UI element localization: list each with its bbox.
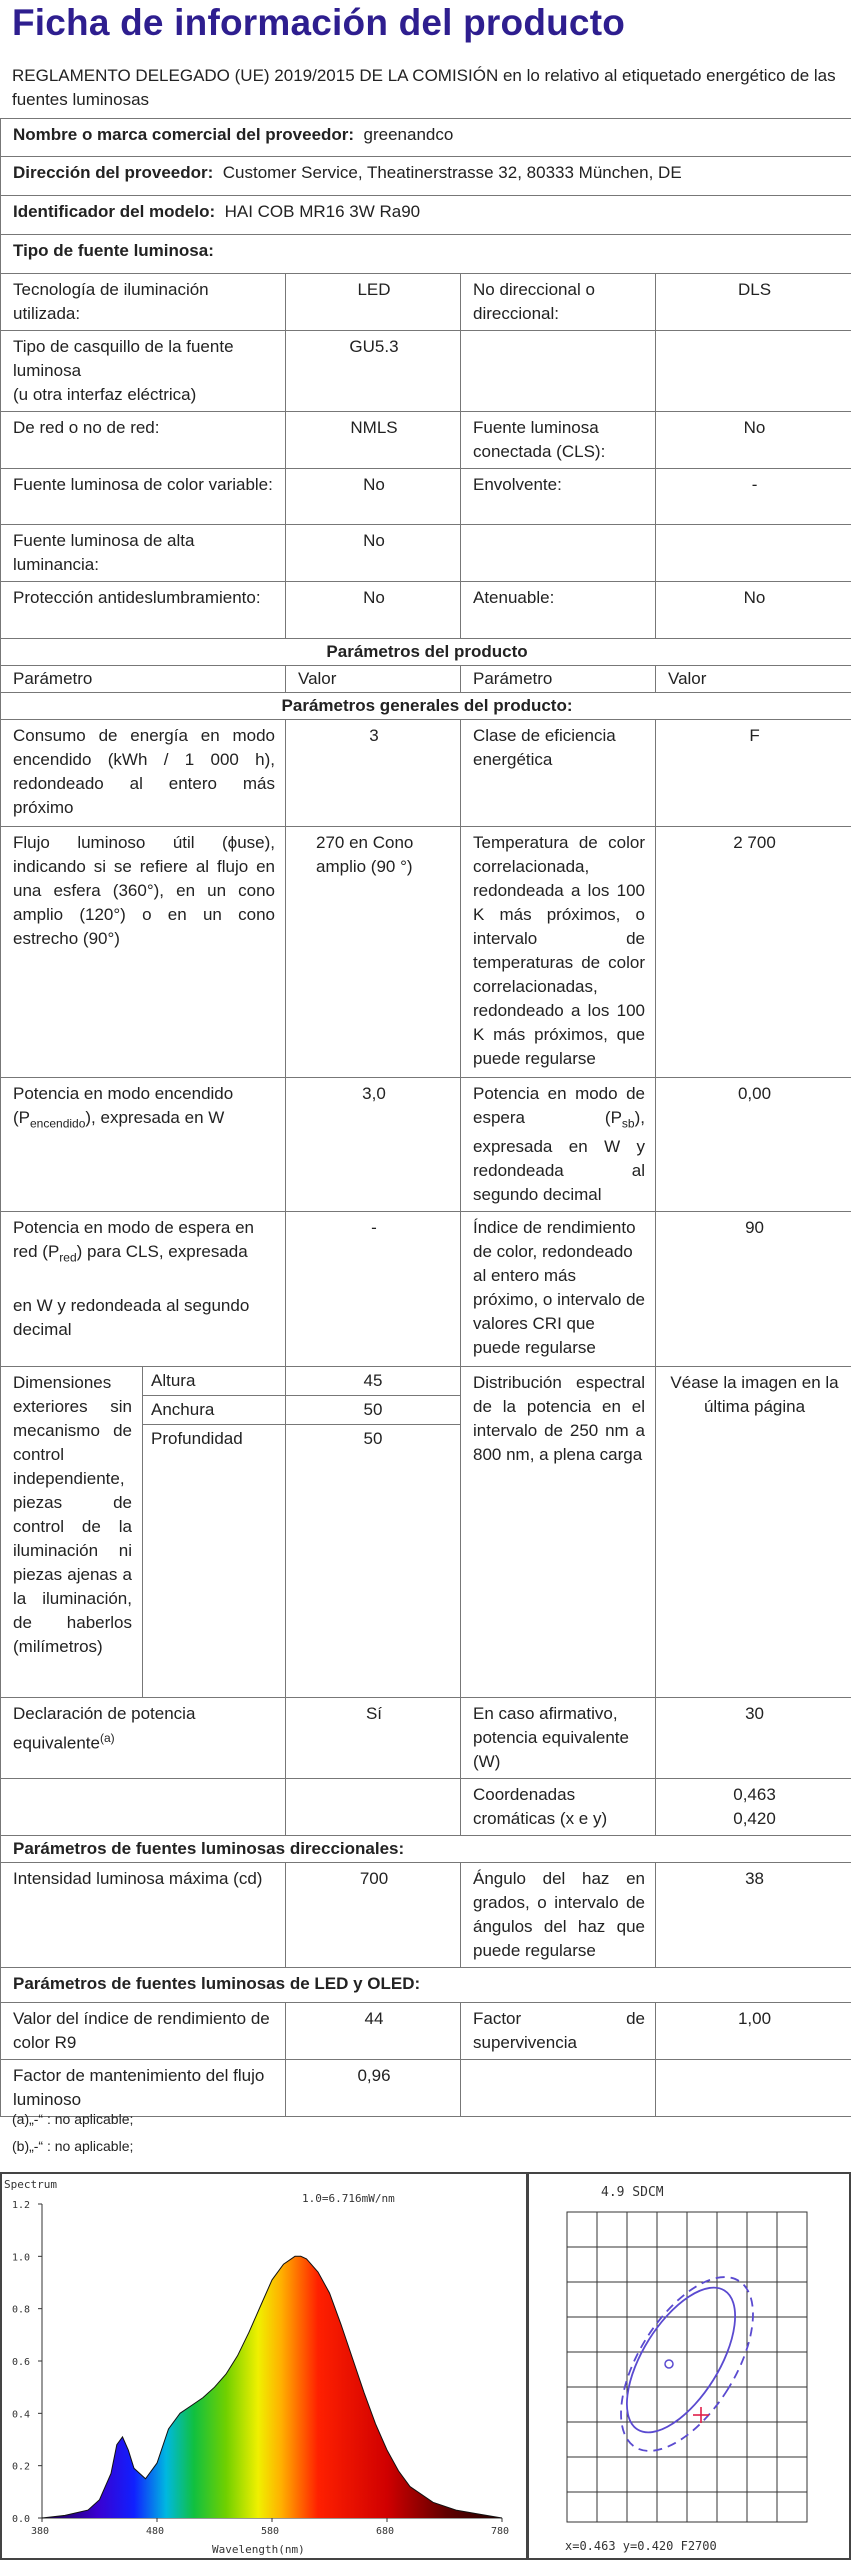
sdcm-readout: x=0.463 y=0.420 F2700 (565, 2539, 717, 2553)
equivalent-label: Declaración de potencia equivalente (13, 1704, 195, 1753)
supplier-value: greenandco (364, 125, 454, 144)
column-header-row (1, 666, 851, 693)
column-value-header: Valor (656, 666, 851, 693)
led-header-row (1, 1968, 851, 2003)
power-on-value: 3,0 (286, 1078, 461, 1212)
equivalent-power-label: En caso afirmativo, potencia equivalente (W) (461, 1698, 656, 1779)
type-value: DLS (656, 274, 851, 331)
footnotes (12, 2106, 133, 2160)
standby-label-end: ), expresada en W y redondeada al segundo decimal (473, 1108, 645, 1204)
address-label: Dirección del proveedor: (13, 163, 213, 182)
luminous-flux-value: 270 en Cono amplio (90 °) (286, 827, 461, 1078)
type-label-note: (u otra interfaz eléctrica) (13, 383, 275, 407)
directional-header: Parámetros de fuentes luminosas direccionales: (1, 1836, 851, 1863)
general-header-row (1, 693, 851, 720)
spectrum-y-tick-label: 0.2 (12, 2462, 30, 2473)
chromaticity-label: Coordenadas cromáticas (x e y) (461, 1779, 656, 1836)
product-info-table (0, 118, 851, 2117)
general-header: Parámetros generales del producto: (1, 693, 851, 720)
energy-consumption-value: 3 (286, 720, 461, 827)
regulation-subtitle: REGLAMENTO DELEGADO (UE) 2019/2015 DE LA COMISIÓN en lo relativo al etiquetado energético de las fuentes luminosas (12, 64, 842, 112)
spectrum-annotation: 1.0=6.716mW/nm (302, 2192, 395, 2205)
survival-factor-value: 1,00 (656, 2003, 851, 2060)
spectrum-title: Spectrum (4, 2178, 57, 2191)
directional-header-row (1, 1836, 851, 1863)
model-row (1, 196, 851, 235)
spectrum-y-tick-label: 0.4 (12, 2409, 30, 2420)
efficiency-class-label: Clase de eficiencia energética (461, 720, 656, 827)
spectrum-panel (0, 2172, 528, 2560)
color-temperature-label: Temperatura de color correlacionada, redondeada a los 100 K más próximos, o intervalo de temperaturas de color correlacionadas, redondeado a los 100 K más próximos, que puede regularse (461, 827, 656, 1078)
type-label: Fuente luminosa de color variable: (1, 469, 286, 525)
sdcm-title: 4.9 SDCM (601, 2185, 664, 2200)
equivalent-value: Sí (286, 1698, 461, 1779)
standby-label: Potencia en modo de espera (P (473, 1084, 645, 1127)
survival-factor-label: Factor de supervivencia (461, 2003, 656, 2060)
spectrum-x-tick-label: 580 (261, 2526, 279, 2537)
dimensions-row (1, 1367, 851, 1698)
spectrum-x-tick-label: 380 (31, 2526, 49, 2537)
footnote: (b)„-“ : no aplicable; (12, 2133, 133, 2160)
chromaticity-x: 0,463 (668, 1783, 841, 1807)
type-value: No (286, 525, 461, 582)
type-row (1, 331, 851, 412)
spectrum-x-tick-label: 480 (146, 2526, 164, 2537)
type-value: GU5.3 (286, 331, 461, 412)
type-header: Tipo de fuente luminosa: (1, 235, 851, 274)
directional-row (1, 1863, 851, 1968)
width-label: Anchura (143, 1396, 285, 1425)
sdcm-chart (529, 2174, 849, 2558)
beam-angle-value: 38 (656, 1863, 851, 1968)
max-intensity-label: Intensidad luminosa máxima (cd) (1, 1863, 286, 1968)
type-value: No (286, 469, 461, 525)
type-value: No (656, 582, 851, 639)
power-row (1, 1078, 851, 1212)
spectral-label: Distribución espectral de la potencia en el intervalo de 250 nm a 800 nm, a plena carga (461, 1367, 656, 1698)
general-row (1, 720, 851, 827)
spectrum-y-tick-label: 1.2 (12, 2200, 30, 2211)
energy-consumption-label: Consumo de energía en modo encendido (kWh / 1 000 h), redondeado al entero más próximo (1, 720, 286, 827)
type-value: LED (286, 274, 461, 331)
r9-value: 44 (286, 2003, 461, 2060)
cri-value: 90 (656, 1212, 851, 1367)
efficiency-class-value: F (656, 720, 851, 827)
flux-maintenance-value: 0,96 (286, 2060, 461, 2117)
equivalent-row (1, 1698, 851, 1779)
params-header-row (1, 639, 851, 666)
equivalent-power-value: 30 (656, 1698, 851, 1779)
type-row (1, 469, 851, 525)
supplier-row (1, 119, 851, 157)
max-intensity-value: 700 (286, 1863, 461, 1968)
type-row (1, 525, 851, 582)
column-param-header: Parámetro (1, 666, 286, 693)
dimensions-label: Dimensiones exteriores sin mecanismo de control independiente, piezas de control de la iluminación ni piezas ajenas a la iluminación, de haberlos (milímetros) (1, 1367, 143, 1698)
spectrum-y-tick-label: 0.0 (12, 2514, 30, 2525)
standby-subscript: sb (622, 1116, 635, 1130)
type-row (1, 412, 851, 469)
height-label: Altura (143, 1367, 285, 1396)
standby-row (1, 1212, 851, 1367)
equivalent-note-marker: (a) (100, 1731, 115, 1745)
r9-label: Valor del índice de rendimiento de color R9 (1, 2003, 286, 2060)
depth-value: 50 (286, 1425, 460, 1454)
spectrum-y-tick-label: 1.0 (12, 2252, 30, 2263)
spectrum-area (42, 2256, 502, 2518)
sdcm-panel (527, 2172, 851, 2560)
type-label: Fuente luminosa de alta luminancia: (1, 525, 286, 582)
type-header-row (1, 235, 851, 274)
model-label: Identificador del modelo: (13, 202, 215, 221)
type-label: Fuente luminosa conectada (CLS): (461, 412, 656, 469)
chromaticity-row (1, 1779, 851, 1836)
net-standby-value: - (286, 1212, 461, 1367)
spectrum-y-tick-label: 0.8 (12, 2305, 30, 2316)
spectrum-x-tick-label: 680 (376, 2526, 394, 2537)
general-row (1, 827, 851, 1078)
led-row (1, 2003, 851, 2060)
address-row (1, 157, 851, 196)
power-on-subscript: encendido (30, 1116, 85, 1130)
type-value: NMLS (286, 412, 461, 469)
power-on-label: Potencia en modo encendido (P (13, 1084, 233, 1127)
spectrum-x-tick-label: 780 (491, 2526, 509, 2537)
type-value: No (286, 582, 461, 639)
led-header: Parámetros de fuentes luminosas de LED y OLED: (1, 1968, 851, 2003)
flux-maintenance-label: Factor de mantenimiento del flujo luminoso (1, 2060, 286, 2117)
spectral-value: Véase la imagen en la última página (656, 1367, 851, 1698)
type-label: Protección antideslumbramiento: (1, 582, 286, 639)
column-value-header: Valor (286, 666, 461, 693)
type-label: De red o no de red: (1, 412, 286, 469)
type-label: Tecnología de iluminación utilizada: (1, 274, 286, 331)
spectrum-y-tick-label: 0.6 (12, 2357, 30, 2368)
type-row (1, 274, 851, 331)
page-title: Ficha de información del producto (12, 2, 625, 44)
type-value: No (656, 412, 851, 469)
type-label: Atenuable: (461, 582, 656, 639)
standby-value: 0,00 (656, 1078, 851, 1212)
footnote: (a)„-“ : no aplicable; (12, 2106, 133, 2133)
model-value: HAI COB MR16 3W Ra90 (225, 202, 421, 221)
net-standby-label-line2: en W y redondeada al segundo decimal (13, 1294, 275, 1342)
spectrum-xlabel: Wavelength(nm) (212, 2543, 305, 2556)
type-label: Envolvente: (461, 469, 656, 525)
cri-label: Índice de rendimiento de color, redondeado al entero más próximo, o intervalo de valores CRI que puede regularse (461, 1212, 656, 1367)
height-value: 45 (286, 1367, 460, 1396)
power-on-label-end: ), expresada en W (85, 1108, 224, 1127)
sdcm-measured-point (693, 2407, 709, 2423)
params-header: Parámetros del producto (1, 639, 851, 666)
column-param-header: Parámetro (461, 666, 656, 693)
net-standby-label: Potencia en modo de espera en red (P (13, 1218, 254, 1261)
type-label: Tipo de casquillo de la fuente luminosa (13, 335, 275, 383)
depth-label: Profundidad (143, 1425, 285, 1454)
width-value: 50 (286, 1396, 460, 1425)
sdcm-grid (567, 2212, 807, 2522)
chromaticity-y: 0,420 (668, 1807, 841, 1831)
sdcm-center-point (665, 2360, 673, 2368)
net-standby-subscript: red (59, 1251, 76, 1265)
address-value: Customer Service, Theatinerstrasse 32, 80333 München, DE (223, 163, 682, 182)
luminous-flux-label: Flujo luminoso útil (ϕuse), indicando si se refiere al flujo en una esfera (360°), en un cono amplio (120°) o en un cono estrecho (90°) (1, 827, 286, 1078)
supplier-label: Nombre o marca comercial del proveedor: (13, 125, 354, 144)
net-standby-label-end: ) para CLS, expresada (77, 1242, 248, 1261)
spectrum-chart (2, 2174, 526, 2558)
color-temperature-value: 2 700 (656, 827, 851, 1078)
type-label: No direccional o direccional: (461, 274, 656, 331)
type-value: - (656, 469, 851, 525)
type-row (1, 582, 851, 639)
beam-angle-label: Ángulo del haz en grados, o intervalo de ángulos del haz que puede regularse (461, 1863, 656, 1968)
